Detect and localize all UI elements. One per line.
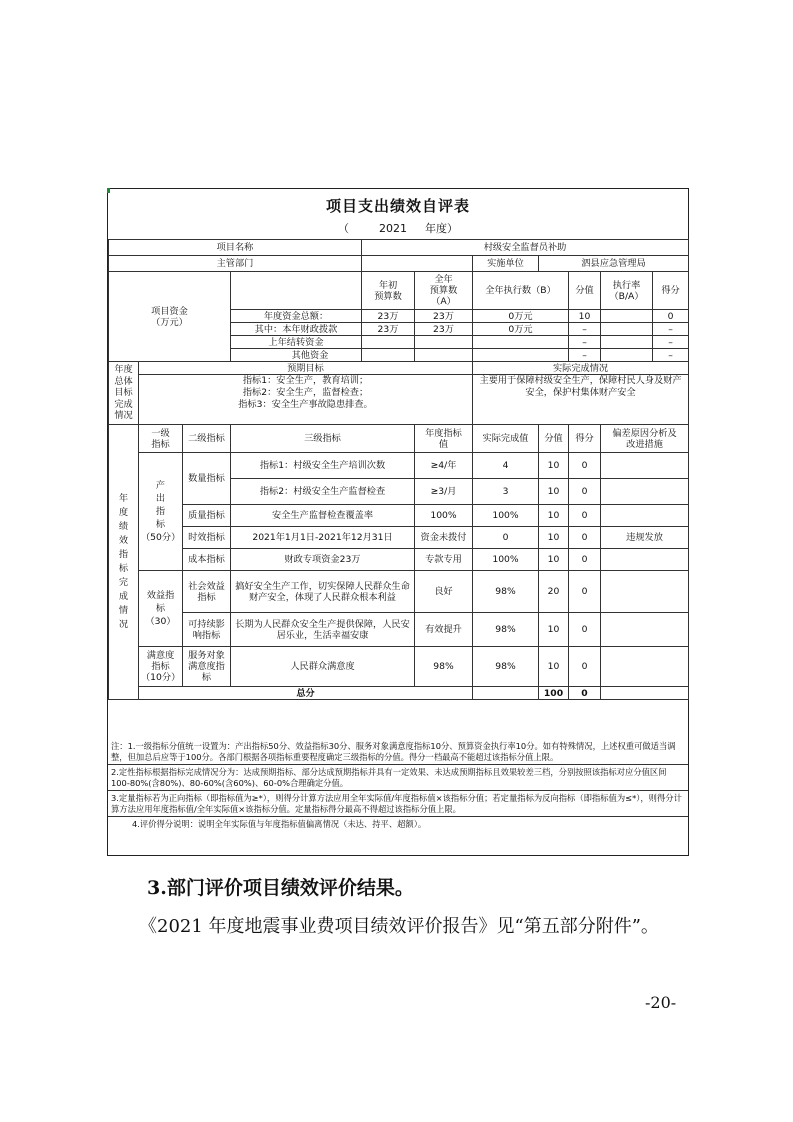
funds-row-rate	[601, 336, 653, 349]
indicator-actual: 4	[473, 453, 539, 479]
year-open: （	[338, 222, 349, 235]
funds-row-annual: 23万	[415, 310, 473, 323]
indicator-name: 2021年1月1日-2021年12月31日	[231, 527, 415, 549]
indicator-score: 0	[569, 505, 601, 527]
time-indicator-label: 时效指标	[183, 527, 231, 549]
table-notes	[108, 739, 688, 832]
service-indicator-label: 服务对象 满意度指 标	[183, 647, 231, 687]
indicator-target: ≥4/年	[415, 453, 473, 479]
goal-actual-header: 实际完成情况	[473, 362, 689, 375]
indicator-note	[601, 549, 689, 571]
indicator-value: 10	[539, 453, 569, 479]
ind-header-value: 分值	[539, 425, 569, 453]
dept-label: 主管部门	[109, 256, 362, 272]
indicator-side-label: 年 度 绩 效 指 标 完 成 情 况	[109, 425, 139, 700]
indicator-target: 良好	[415, 571, 473, 613]
indicator-note	[601, 613, 689, 647]
indicator-note: 违规发放	[601, 527, 689, 549]
benefit-indicator-label: 效益指 标 （30）	[139, 571, 183, 647]
indicator-score: 0	[569, 527, 601, 549]
evaluation-grid	[108, 239, 689, 700]
indicator-value: 10	[539, 613, 569, 647]
funds-header-annual: 全年 预算数 （A）	[415, 272, 473, 310]
funds-row-label: 其中：本年财政拨款	[231, 323, 362, 336]
funds-row-initial: 23万	[362, 310, 415, 323]
section-heading: 3.部门评价项目绩效评价结果。	[147, 877, 414, 899]
indicator-name: 长期为人民群众安全生产提供保障，人民安居乐业，生活幸福安康	[231, 613, 415, 647]
indicator-name: 指标2：村级安全生产监督检查	[231, 479, 415, 505]
funds-row-annual: 23万	[415, 323, 473, 336]
total-note	[601, 687, 689, 700]
indicator-note	[601, 571, 689, 613]
indicator-score: 0	[569, 571, 601, 613]
indicator-target: 100%	[415, 505, 473, 527]
funds-header-rate: 执行率 （B/A）	[601, 272, 653, 310]
total-value: 100	[539, 687, 569, 700]
goal-label: 年度 总体 目标 完成 情况	[109, 362, 139, 425]
project-name-value: 村级安全监督员补助	[362, 240, 689, 256]
funds-row-score: –	[653, 323, 689, 336]
ind-header-target: 年度指标 值	[415, 425, 473, 453]
indicator-score: 0	[569, 647, 601, 687]
indicator-actual: 100%	[473, 505, 539, 527]
quantity-indicator-label: 数量指标	[183, 453, 231, 505]
indicator-value: 20	[539, 571, 569, 613]
indicator-actual: 100%	[473, 549, 539, 571]
funds-row-rate	[601, 349, 653, 362]
funds-header-blank	[231, 272, 362, 310]
funds-header-executed: 全年执行数（B）	[473, 272, 569, 310]
ind-header-note: 偏差原因分析及 改进措施	[601, 425, 689, 453]
funds-row-rate	[601, 323, 653, 336]
indicator-actual: 98%	[473, 647, 539, 687]
note-3: 3.定量指标若为正向指标（即指标值为≥*），则得分计算方法应用全年实际值/年度指标值×该指标分值；若定量指标为反向指标（即指标值为≤*），则得分计算方法应用年度指标值/全年实际值×该指标分值。定量指标得分最高不得超过该指标分值上限。	[108, 790, 688, 816]
ind-header-level3: 三级指标	[231, 425, 415, 453]
indicator-actual: 98%	[473, 571, 539, 613]
table-year	[108, 220, 688, 236]
indicator-score: 0	[569, 549, 601, 571]
performance-self-evaluation-table	[107, 188, 689, 856]
sustain-indicator-label: 可持续影 响指标	[183, 613, 231, 647]
indicator-note	[601, 453, 689, 479]
indicator-name: 财政专项资金23万	[231, 549, 415, 571]
project-name-label: 项目名称	[109, 240, 362, 256]
indicator-target: 有效提升	[415, 613, 473, 647]
indicator-actual: 98%	[473, 613, 539, 647]
funds-row-annual	[415, 336, 473, 349]
indicator-note	[601, 479, 689, 505]
total-blank	[473, 687, 539, 700]
funds-row-rate	[601, 310, 653, 323]
note-4: 4.评价得分说明：说明全年实际值与年度指标值偏离情况（未达、持平、超额）。	[108, 816, 688, 832]
satisfaction-indicator-label: 满意度 指标 （10分）	[139, 647, 183, 687]
indicator-target: 专款专用	[415, 549, 473, 571]
indicator-note	[601, 647, 689, 687]
body-paragraph	[103, 910, 691, 943]
funds-row-initial	[362, 336, 415, 349]
funds-header-score: 得分	[653, 272, 689, 310]
funds-header-value: 分值	[569, 272, 601, 310]
funds-row-label: 年度资金总额：	[231, 310, 362, 323]
indicator-value: 10	[539, 549, 569, 571]
funds-row-executed	[473, 349, 569, 362]
goal-expected-header: 预期目标	[139, 362, 473, 375]
total-label: 总分	[139, 687, 473, 700]
ind-header-actual: 实际完成值	[473, 425, 539, 453]
indicator-name: 安全生产监督检查覆盖率	[231, 505, 415, 527]
indicator-score: 0	[569, 479, 601, 505]
indicator-actual: 0	[473, 527, 539, 549]
indicator-target: 资金未拨付	[415, 527, 473, 549]
impl-value: 泗县应急管理局	[539, 256, 689, 272]
indicator-name: 搞好安全生产工作，切实保障人民群众生命财产安全，体现了人民群众根本利益	[231, 571, 415, 613]
funds-row-initial: 23万	[362, 323, 415, 336]
year-close: 年度）	[425, 222, 458, 235]
goal-actual-text: 主要用于保障村级安全生产，保障村民人身及财产安全，保护村集体财产安全	[473, 375, 689, 425]
note-1: 注：1.一级指标分值统一设置为：产出指标50分、效益指标30分、服务对象满意度指标10分、预算资金执行率10分。如有特殊情况，上述权重可做适当调整，但加总后应等于100分。各部门根据各项指标重要程度确定三级指标的分值。得分一档最高不能超过该指标分值上限。	[111, 741, 676, 762]
funds-row-score: –	[653, 349, 689, 362]
note-2: 2.定性指标根据指标完成情况分为：达成预期指标、部分达成预期指标并具有一定效果、未达成预期指标且效果较差三档，分别按照该指标对应分值区间100-80%(含80%)、80-60%(含60%)、60-0%合理确定分值。	[108, 764, 688, 790]
funds-row-initial	[362, 349, 415, 362]
table-title: 项目支出绩效自评表	[325, 197, 470, 215]
funds-row-value: –	[569, 323, 601, 336]
funds-row-label: 上年结转资金	[231, 336, 362, 349]
indicator-value: 10	[539, 527, 569, 549]
ind-header-level2: 二级指标	[183, 425, 231, 453]
ind-header-score: 得分	[569, 425, 601, 453]
indicator-actual: 3	[473, 479, 539, 505]
paragraph-text: 《2021 年度地震事业费项目绩效评价报告》见“第五部分附件”。	[139, 916, 659, 937]
funds-row-value: 10	[569, 310, 601, 323]
cost-indicator-label: 成本指标	[183, 549, 231, 571]
indicator-score: 0	[569, 453, 601, 479]
indicator-name: 指标1：村级安全生产培训次数	[231, 453, 415, 479]
funds-row-executed	[473, 336, 569, 349]
funds-row-score: –	[653, 336, 689, 349]
indicator-target: ≥3/月	[415, 479, 473, 505]
dept-value	[362, 256, 473, 272]
indicator-value: 10	[539, 479, 569, 505]
page-number: -20-	[645, 993, 677, 1012]
indicator-score: 0	[569, 613, 601, 647]
funds-header-initial: 年初 预算数	[362, 272, 415, 310]
goal-expected-text: 指标1：安全生产，教育培训； 指标2：安全生产，监督检查； 指标3：安全生产事故隐患排查。	[139, 375, 473, 425]
funds-row-value: –	[569, 349, 601, 362]
indicator-value: 10	[539, 505, 569, 527]
funds-row-executed: 0万元	[473, 323, 569, 336]
impl-label: 实施单位	[473, 256, 539, 272]
funds-row-label: 其他资金	[231, 349, 362, 362]
quality-indicator-label: 质量指标	[183, 505, 231, 527]
total-score: 0	[569, 687, 601, 700]
social-indicator-label: 社会效益 指标	[183, 571, 231, 613]
cell-marker	[107, 188, 110, 193]
funds-row-score: 0	[653, 310, 689, 323]
funds-row-executed: 0万元	[473, 310, 569, 323]
year-value: 2021	[379, 222, 407, 235]
funds-label: 项目资金 （万元）	[109, 272, 231, 362]
indicator-value: 10	[539, 647, 569, 687]
indicator-target: 98%	[415, 647, 473, 687]
output-indicator-label: 产 出 指 标 （50分）	[139, 453, 183, 571]
ind-header-level1: 一级 指标	[139, 425, 183, 453]
indicator-note	[601, 505, 689, 527]
funds-row-annual	[415, 349, 473, 362]
funds-row-value: –	[569, 336, 601, 349]
indicator-name: 人民群众满意度	[231, 647, 415, 687]
